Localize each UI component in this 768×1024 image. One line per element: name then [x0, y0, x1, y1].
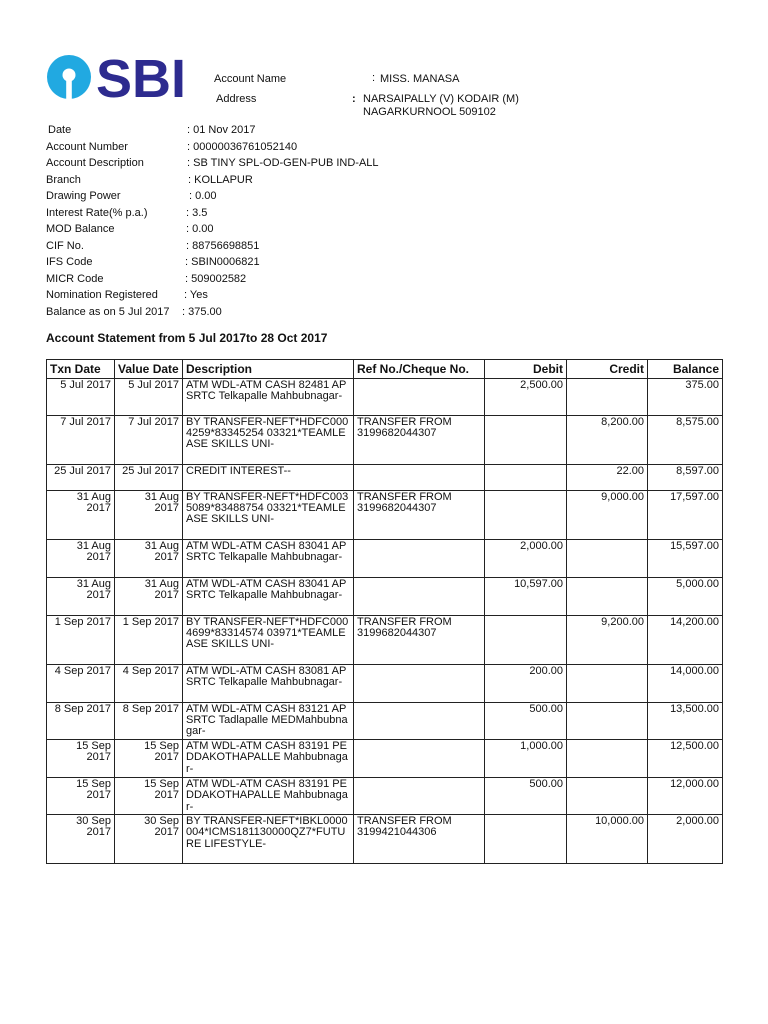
detail-label: CIF No. — [46, 239, 84, 252]
detail-value: : 01 Nov 2017 — [187, 124, 256, 136]
table-row — [47, 490, 723, 539]
cell-balance: 12,000.00 — [648, 777, 723, 814]
cell-credit — [567, 739, 648, 777]
cell-value-date: 1 Sep 2017 — [115, 615, 183, 664]
detail-value: : 375.00 — [182, 305, 222, 318]
cell-ref — [354, 702, 485, 739]
cell-debit: 1,000.00 — [485, 739, 567, 777]
cell-debit: 500.00 — [485, 777, 567, 814]
cell-ref: TRANSFER FROM 3199682044307 — [354, 615, 485, 664]
address-line-2: NAGARKURNOOL 509102 — [363, 106, 496, 118]
cell-value-date: 4 Sep 2017 — [115, 664, 183, 702]
col-balance: Balance — [648, 360, 723, 379]
detail-label: Balance as on 5 Jul 2017 — [46, 305, 170, 318]
detail-label: Date — [48, 124, 72, 136]
cell-ref: TRANSFER FROM 3199682044307 — [354, 415, 485, 464]
col-description: Description — [183, 360, 354, 379]
detail-value: : 00000036761052140 — [187, 140, 298, 153]
cell-debit: 500.00 — [485, 702, 567, 739]
cell-value-date: 31 Aug 2017 — [115, 577, 183, 615]
cell-debit: 2,000.00 — [485, 539, 567, 577]
detail-mod-balance — [46, 221, 446, 238]
cell-value-date: 30 Sep 2017 — [115, 814, 183, 863]
cell-description: BY TRANSFER-NEFT*HDFC0004699*83314574 03971*TEAMLEASE SKILLS UNI- — [183, 615, 354, 664]
col-debit: Debit — [485, 360, 567, 379]
table-row — [47, 615, 723, 664]
detail-account-number — [46, 139, 446, 156]
cell-balance: 8,597.00 — [648, 464, 723, 490]
detail-micr-code — [46, 271, 446, 288]
cell-balance: 5,000.00 — [648, 577, 723, 615]
table-row — [47, 378, 723, 415]
cell-txn-date: 31 Aug 2017 — [47, 577, 115, 615]
cell-debit — [485, 490, 567, 539]
cell-description: ATM WDL-ATM CASH 83081 APSRTC Telkapalle Mahbubnagar- — [183, 664, 354, 702]
detail-date — [46, 122, 446, 139]
cell-txn-date: 4 Sep 2017 — [47, 664, 115, 702]
cell-credit: 22.00 — [567, 464, 648, 490]
cell-debit — [485, 615, 567, 664]
detail-value: : 88756698851 — [186, 239, 260, 252]
statement-title: Account Statement from 5 Jul 2017to 28 Oct 2017 — [46, 331, 328, 345]
cell-txn-date: 8 Sep 2017 — [47, 702, 115, 739]
table-row — [47, 814, 723, 863]
cell-credit — [567, 777, 648, 814]
cell-ref: TRANSFER FROM 3199421044306 — [354, 814, 485, 863]
cell-credit — [567, 702, 648, 739]
table-header-row — [47, 360, 723, 379]
cell-ref — [354, 464, 485, 490]
cell-credit: 9,200.00 — [567, 615, 648, 664]
cell-ref — [354, 577, 485, 615]
cell-txn-date: 31 Aug 2017 — [47, 490, 115, 539]
cell-value-date: 31 Aug 2017 — [115, 490, 183, 539]
cell-balance: 2,000.00 — [648, 814, 723, 863]
address-sep: : — [352, 93, 356, 105]
cell-debit — [485, 415, 567, 464]
cell-txn-date: 15 Sep 2017 — [47, 777, 115, 814]
cell-balance: 14,200.00 — [648, 615, 723, 664]
detail-ifs-code — [46, 254, 446, 271]
cell-description: ATM WDL-ATM CASH 83191 PEDDAKOTHAPALLE Mahbubnagar- — [183, 739, 354, 777]
cell-value-date: 25 Jul 2017 — [115, 464, 183, 490]
cell-value-date: 8 Sep 2017 — [115, 702, 183, 739]
detail-label: MICR Code — [46, 272, 104, 285]
cell-description: CREDIT INTEREST-- — [183, 464, 354, 490]
cell-ref — [354, 777, 485, 814]
cell-credit: 10,000.00 — [567, 814, 648, 863]
table-row — [47, 539, 723, 577]
detail-account-description — [46, 155, 446, 172]
cell-txn-date: 7 Jul 2017 — [47, 415, 115, 464]
cell-description: ATM WDL-ATM CASH 82481 APSRTC Telkapalle Mahbubnagar- — [183, 378, 354, 415]
detail-label: Branch — [46, 173, 81, 186]
detail-value: : Yes — [184, 289, 208, 301]
detail-nomination — [46, 287, 446, 304]
cell-txn-date: 25 Jul 2017 — [47, 464, 115, 490]
detail-branch — [46, 172, 446, 189]
account-name-sep: : — [372, 72, 376, 84]
detail-value: : SBIN0006821 — [185, 256, 260, 268]
detail-label: IFS Code — [46, 256, 93, 268]
sbi-logo — [46, 52, 192, 102]
cell-credit: 9,000.00 — [567, 490, 648, 539]
cell-balance: 14,000.00 — [648, 664, 723, 702]
table-row — [47, 415, 723, 464]
cell-balance: 13,500.00 — [648, 702, 723, 739]
detail-value: : KOLLAPUR — [188, 173, 253, 186]
address-label: Address — [216, 93, 257, 105]
col-value-date: Value Date — [115, 360, 183, 379]
account-details — [46, 122, 446, 320]
detail-label: Drawing Power — [46, 190, 121, 202]
cell-credit — [567, 664, 648, 702]
cell-debit: 10,597.00 — [485, 577, 567, 615]
cell-debit: 2,500.00 — [485, 378, 567, 415]
cell-debit — [485, 814, 567, 863]
detail-value: : 509002582 — [185, 272, 247, 285]
table-row — [47, 777, 723, 814]
detail-drawing-power — [46, 188, 446, 205]
cell-txn-date: 1 Sep 2017 — [47, 615, 115, 664]
detail-value: : 0.00 — [189, 190, 217, 202]
account-name-label: Account Name — [214, 73, 287, 85]
cell-description: ATM WDL-ATM CASH 83191 PEDDAKOTHAPALLE Mahbubnagar- — [183, 777, 354, 814]
detail-value: : SB TINY SPL-OD-GEN-PUB IND-ALL — [187, 157, 379, 169]
detail-interest-rate — [46, 205, 446, 222]
detail-label: Nomination Registered — [46, 289, 158, 301]
cell-ref: TRANSFER FROM 3199682044307 — [354, 490, 485, 539]
cell-credit: 8,200.00 — [567, 415, 648, 464]
cell-description: BY TRANSFER-NEFT*HDFC0035089*83488754 03321*TEAMLEASE SKILLS UNI- — [183, 490, 354, 539]
sbi-logo-text: SBI — [96, 52, 187, 102]
detail-label: Account Description — [46, 157, 144, 169]
table-row — [47, 664, 723, 702]
table-row — [47, 739, 723, 777]
account-name-value: MISS. MANASA — [380, 73, 460, 85]
cell-value-date: 15 Sep 2017 — [115, 739, 183, 777]
table-row — [47, 702, 723, 739]
cell-ref — [354, 378, 485, 415]
cell-txn-date: 31 Aug 2017 — [47, 539, 115, 577]
cell-txn-date: 15 Sep 2017 — [47, 739, 115, 777]
detail-cif-no — [46, 238, 446, 255]
col-credit: Credit — [567, 360, 648, 379]
cell-value-date: 31 Aug 2017 — [115, 539, 183, 577]
detail-label: Interest Rate(% p.a.) — [46, 206, 148, 219]
col-txn-date: Txn Date — [47, 360, 115, 379]
cell-txn-date: 30 Sep 2017 — [47, 814, 115, 863]
cell-ref — [354, 664, 485, 702]
cell-value-date: 7 Jul 2017 — [115, 415, 183, 464]
cell-ref — [354, 739, 485, 777]
col-ref: Ref No./Cheque No. — [354, 360, 485, 379]
cell-balance: 8,575.00 — [648, 415, 723, 464]
cell-balance: 17,597.00 — [648, 490, 723, 539]
cell-credit — [567, 378, 648, 415]
cell-balance: 375.00 — [648, 378, 723, 415]
cell-debit — [485, 464, 567, 490]
statement-table — [46, 359, 723, 864]
cell-credit — [567, 539, 648, 577]
cell-credit — [567, 577, 648, 615]
address-line-1: NARSAIPALLY (V) KODAIR (M) — [363, 93, 519, 105]
cell-txn-date: 5 Jul 2017 — [47, 378, 115, 415]
cell-description: BY TRANSFER-NEFT*IBKL0000004*ICMS181130000QZ7*FUTURE LIFESTYLE- — [183, 814, 354, 863]
cell-value-date: 5 Jul 2017 — [115, 378, 183, 415]
cell-description: ATM WDL-ATM CASH 83041 APSRTC Telkapalle Mahbubnagar- — [183, 577, 354, 615]
cell-description: ATM WDL-ATM CASH 83041 APSRTC Telkapalle Mahbubnagar- — [183, 539, 354, 577]
sbi-logo-mark — [46, 52, 192, 102]
cell-ref — [354, 539, 485, 577]
cell-value-date: 15 Sep 2017 — [115, 777, 183, 814]
detail-label: MOD Balance — [46, 223, 115, 235]
table-row — [47, 464, 723, 490]
detail-value: : 3.5 — [186, 206, 208, 219]
cell-balance: 15,597.00 — [648, 539, 723, 577]
table-row — [47, 577, 723, 615]
cell-debit: 200.00 — [485, 664, 567, 702]
detail-opening-balance — [46, 304, 446, 321]
cell-description: ATM WDL-ATM CASH 83121 APSRTC Tadlapalle MEDMahbubnagar- — [183, 702, 354, 739]
detail-label: Account Number — [46, 140, 128, 153]
cell-description: BY TRANSFER-NEFT*HDFC0004259*83345254 03321*TEAMLEASE SKILLS UNI- — [183, 415, 354, 464]
detail-value: : 0.00 — [186, 223, 214, 235]
cell-balance: 12,500.00 — [648, 739, 723, 777]
